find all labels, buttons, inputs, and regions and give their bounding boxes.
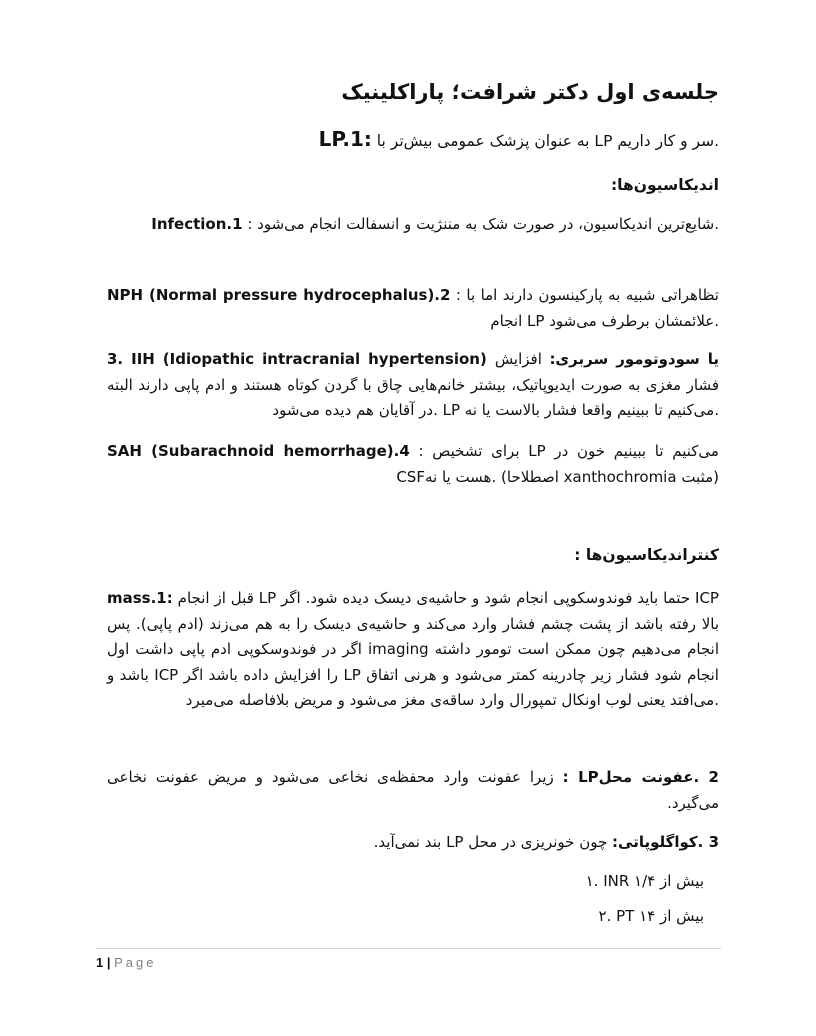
indication-item bbox=[107, 347, 719, 424]
indication-text: تظاهراتی شبیه به پارکینسون دارند اما با انجام LP علائمشان برطرف می‌شود. bbox=[466, 286, 719, 330]
contraindication-label: 3 .کواگلوپاتی: bbox=[612, 833, 719, 851]
page-label: Page bbox=[114, 955, 157, 970]
contraindications-heading: کنتراندیکاسیون‌ها : bbox=[574, 546, 719, 564]
footer-separator: | bbox=[103, 955, 115, 970]
contraindication-text: چون خونریزی در محل LP بند نمی‌آید. bbox=[373, 833, 608, 851]
indication-sep: : bbox=[242, 215, 258, 233]
footer-rule bbox=[96, 948, 721, 949]
contraindication-label: 2 .عفونت محلLP : bbox=[562, 768, 719, 786]
contraindication-item bbox=[107, 830, 719, 856]
lp-number: LP.1 bbox=[318, 127, 364, 151]
coagulopathy-subitem: ۱. INR بیش از ۱/۴ bbox=[585, 872, 704, 890]
indications-heading: اندیکاسیون‌ها: bbox=[610, 176, 719, 194]
indication-text: افزایش فشار مغزی به صورت ایدیوپاتیک، بیشتر خانم‌هایی چاق با گردن کوتاه هستند و ادم پاپی دارند البته در آقایان هم دیده می‌شود. LP می‌کنیم تا ببینیم واقعا فشار بالاست یا نه. bbox=[107, 350, 719, 419]
indication-item bbox=[107, 283, 719, 334]
indication-text: برای تشخیص LP می‌کنیم تا ببینیم خون در CSFهست یا نه. (اصطلاحا xanthochromia مثبت) bbox=[396, 442, 719, 486]
page-number: 1 bbox=[96, 955, 104, 970]
indication-item bbox=[107, 439, 719, 490]
indication-text: شایع‌ترین اندیکاسیون، در صورت شک به مننژیت و انسفالت انجام می‌شود. bbox=[257, 215, 719, 233]
lp-colon: : bbox=[363, 127, 372, 151]
contraindication-sep bbox=[554, 768, 563, 786]
contraindication-text: زیرا عفونت وارد محفظه‌ی نخاعی می‌شود و مریض عفونت نخاعی می‌گیرد. bbox=[107, 768, 719, 812]
indication-label: NPH (Normal pressure hydrocephalus).2 bbox=[107, 286, 451, 304]
contraindication-item bbox=[107, 765, 719, 816]
contraindication-text: قبل از انجام LP حتما باید فوندوسکوپی انجام شود و حاشیه‌ی دیسک دیده شود. اگر ICP بالا رفته باشد از پشت چشم فشار وارد می‌کند و حاشیه‌ی دیسک را به هم می‌زند (ادم پاپی). پس اگر در فوندوسکوپی ادم پاپی داشت اول imaging انجام می‌دهیم چون ممکن است تومور داشته باشد و ICP را افزایش داده باشد اگر LP انجام شود فشار زیر چادرینه کمتر می‌شود و هرنی اتفاق می‌افتد یعنی لوب اونکال تمپورال وارد ساقه‌ی مغز می‌شود و مریض بلافاصله می‌میرد. bbox=[107, 589, 719, 709]
indication-sep: : bbox=[409, 442, 433, 460]
page-title: جلسه‌ی اول دکتر شرافت؛ پاراکلینیک bbox=[341, 80, 719, 104]
indication-sep: : bbox=[450, 286, 467, 304]
page-footer bbox=[96, 955, 156, 970]
indication-item bbox=[107, 212, 719, 238]
contraindication-item bbox=[107, 586, 719, 714]
indication-label: Infection.1 bbox=[151, 215, 243, 233]
coagulopathy-subitem: ۲. PT بیش از ۱۴ bbox=[598, 907, 704, 925]
indication-label: 3. IIH (Idiopathic intracranial hypertension) یا سودوتومور سربری: bbox=[107, 350, 719, 368]
lp-intro bbox=[99, 127, 719, 151]
contraindication-label: mass.1: bbox=[107, 589, 173, 607]
lp-intro-text: به عنوان پزشک عمومی بیش‌تر با LP سر و کار داریم. bbox=[376, 132, 719, 150]
indication-label: SAH (Subarachnoid hemorrhage).4 bbox=[107, 442, 410, 460]
